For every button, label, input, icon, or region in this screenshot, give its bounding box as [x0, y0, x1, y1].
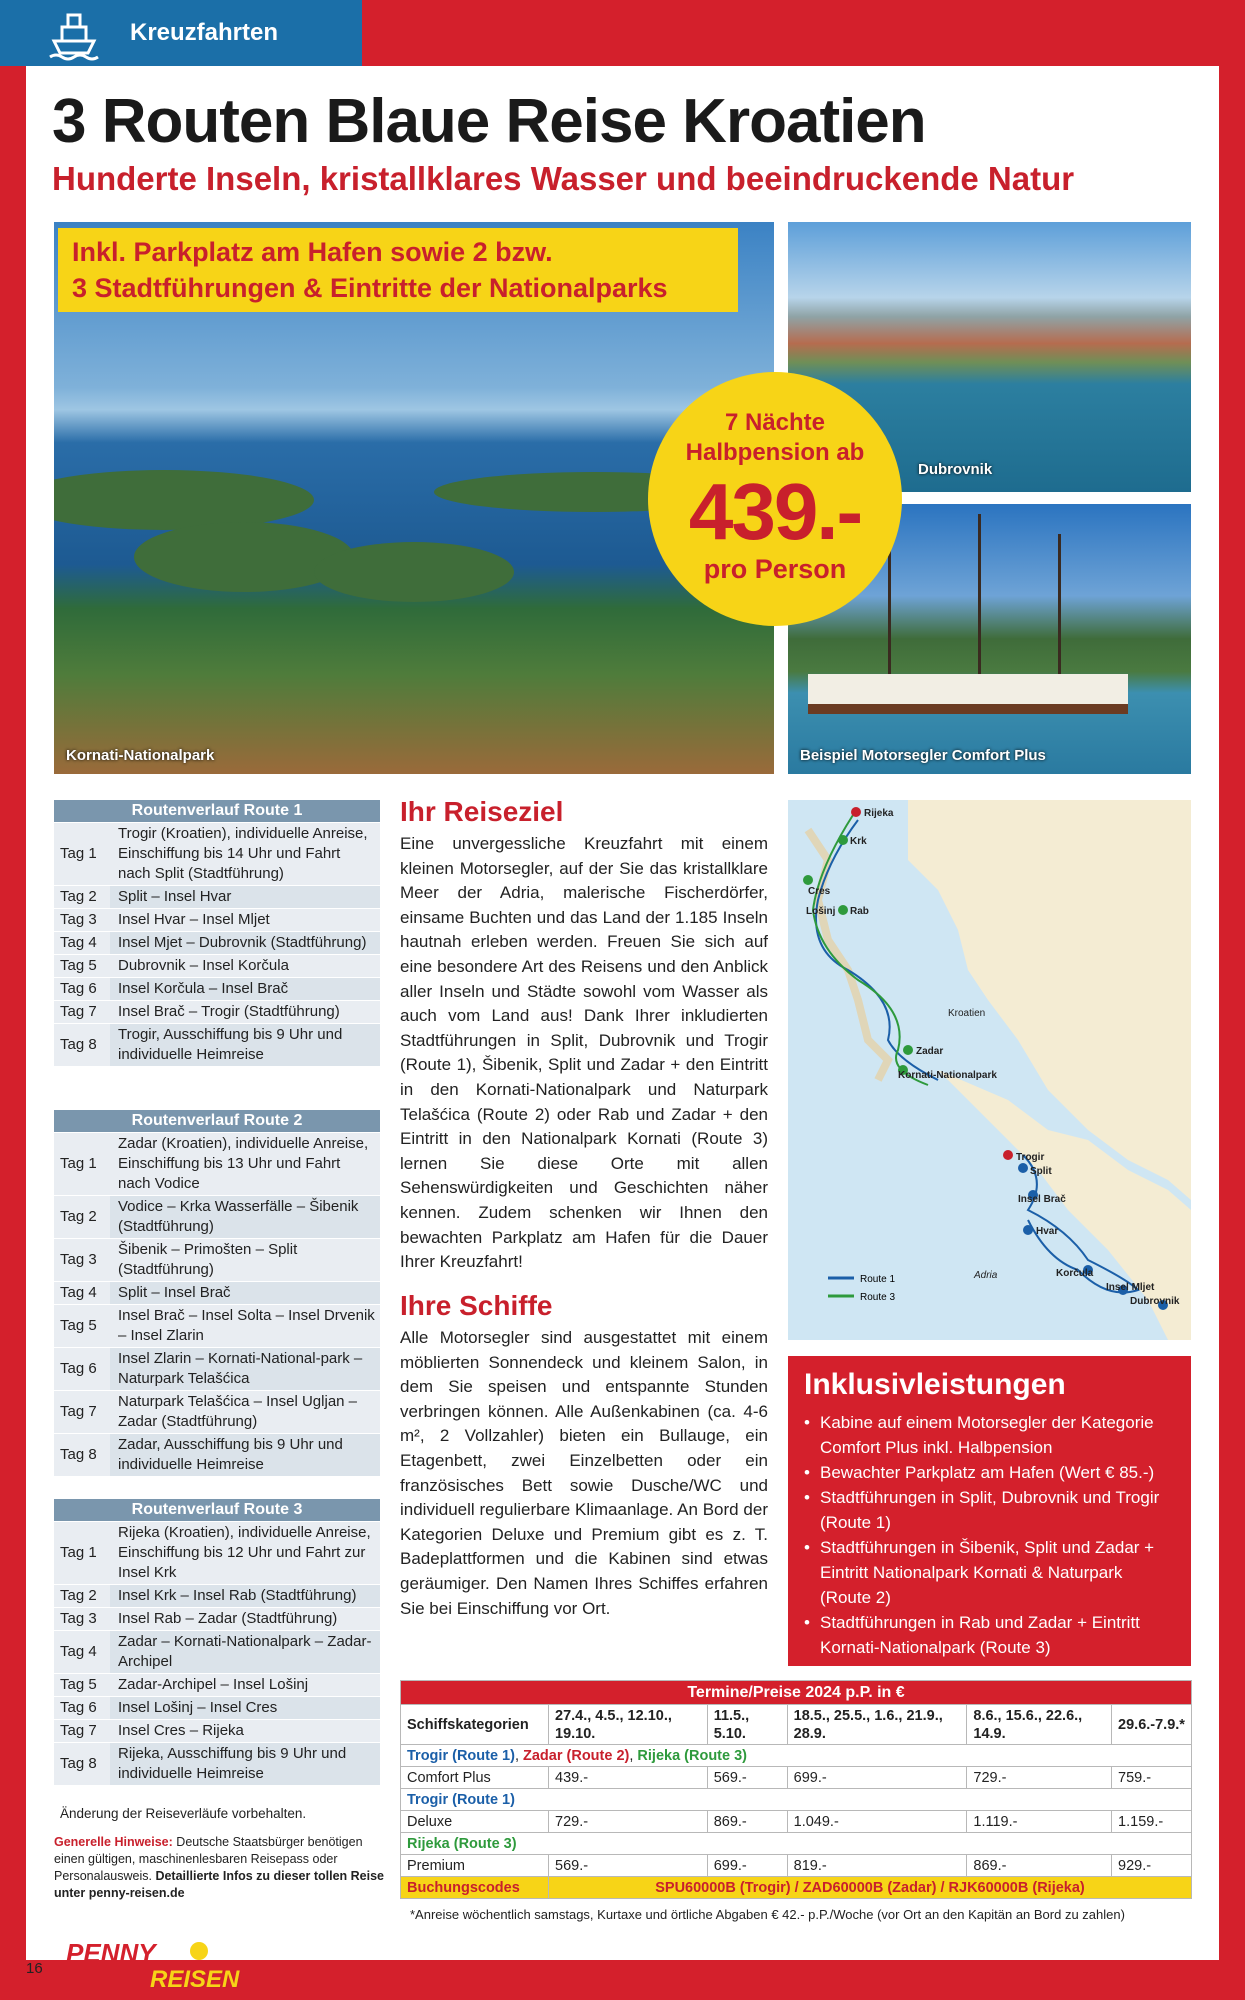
page-title: 3 Routen Blaue Reise Kroatien [52, 87, 926, 156]
price-cell: 869.- [707, 1811, 787, 1833]
route-row [54, 977, 380, 1000]
ship-mast [1058, 534, 1061, 684]
price-cell: 869.- [967, 1855, 1112, 1877]
route-day: Tag 8 [54, 1023, 110, 1066]
price-cell: 439.- [549, 1767, 708, 1789]
general-note [54, 1834, 384, 1902]
price-cell: 1.159.- [1112, 1811, 1192, 1833]
route-table-title: Routenverlauf Route 2 [54, 1110, 380, 1132]
route-desc: Insel Korčula – Insel Brač [110, 977, 380, 1000]
route-day: Tag 6 [54, 1696, 110, 1719]
route-day: Tag 6 [54, 977, 110, 1000]
map-label: Cres [808, 886, 831, 897]
map-label: Rab [850, 906, 869, 917]
map-label: Korčula [1056, 1268, 1094, 1279]
route-row [54, 1390, 380, 1433]
ship-hull [808, 674, 1128, 714]
booking-codes: SPU60000B (Trogir) / ZAD60000B (Zadar) / RJK60000B (Rijeka) [549, 1877, 1192, 1899]
route-table-title: Routenverlauf Route 3 [54, 1499, 380, 1521]
general-note-link[interactable]: Detaillierte Infos zu dieser tollen Reise unter penny-reisen.de [54, 1869, 384, 1900]
price-col-label: Schiffskategorien [401, 1705, 549, 1745]
route-table-1 [54, 800, 380, 1066]
route-row [54, 822, 380, 885]
route-row [54, 931, 380, 954]
route-day: Tag 4 [54, 931, 110, 954]
route-row [54, 1630, 380, 1673]
route-map-svg [788, 800, 1191, 1340]
route-day: Tag 1 [54, 822, 110, 885]
schiffe-text: Alle Motorsegler sind ausgestattet mit einem möblierten Sonnendeck und kleinem Salon, in dem Sie speisen und entspannte Stunden verbringen können. Alle Außenkabinen (ca. 4-6 m², 2 Vollzahler) bieten ein Bullauge, ein Etagenbett, zwei Einzelbetten oder ein französisches Bett sowie Dusche/WC und individuell regulierbare Klimaanlage. An Bord der Kategorien Deluxe und Premium gibt es z. T. Badeplattformen und die Kabinen sind etwas geräumiger. Den Namen Ihres Schiffes erfahren Sie bei Einschiffung vor Ort. [400, 1328, 768, 1618]
route-desc: Insel Brač – Trogir (Stadtführung) [110, 1000, 380, 1023]
route-row [54, 1132, 380, 1195]
route-label: Trogir (Route 1) [407, 1747, 515, 1764]
map-label: Kroatien [948, 1008, 986, 1019]
route-row [54, 1584, 380, 1607]
route-note: Änderung der Reiseverläufe vorbehalten. [60, 1806, 307, 1821]
route-row [54, 1304, 380, 1347]
route-day: Tag 6 [54, 1347, 110, 1390]
booking-codes-label: Buchungscodes [401, 1877, 549, 1899]
price-cell: 729.- [967, 1767, 1112, 1789]
inklusiv-item: • Stadtführungen in Rab und Zadar + Eintritt Kornati-Nationalpark (Route 3) [804, 1610, 1175, 1660]
reiseziel-text: Eine unvergessliche Kreuzfahrt mit einem kleinen Motorsegler, auf der Sie das kristallklare Meer der Adria, malerische Fischerdörfer, einsame Buchten und das Land der 1.185 Inseln hautnah erleben werden. Freuen Sie sich auf eine besondere Art des Reisens und den Anblick aller Inseln und Städte sowohl vom Wasser als auch vom Land aus! Dank Ihrer inkludierten Stadtführungen in Split, Dubrovnik und Trogir (Route 1), Šibenik, Split und Zadar + den Eintritt in den Kornati-Nationalpark und Naturpark Telašćica (Route 2) oder Rab und Zadar + den Eintritt in den Nationalpark Kornati (Route 3) lernen Sie diese Orte mit allen Sehenswürdigkeiten und Geschichten näher kennen. Zudem schenken wir Ihnen den bewachten Parkplatz am Hafen für die Dauer Ihrer Kreuzfahrt! [400, 834, 768, 1272]
map-label: Trogir [1016, 1152, 1045, 1163]
route-desc: Rijeka, Ausschiffung bis 9 Uhr und individuelle Heimreise [110, 1742, 380, 1785]
map-label: Lošinj [806, 906, 836, 917]
price-badge-nights: 7 Nächte [724, 409, 826, 436]
price-per-person: pro Person [703, 554, 847, 584]
route-label: Zadar (Route 2) [523, 1747, 630, 1764]
ship-icon [44, 3, 104, 63]
route-row [54, 908, 380, 931]
general-note-text: Deutsche Staatsbürger benötigen einen gültigen, maschinenlesbaren Reisepass oder Personalausweis. [54, 1835, 363, 1883]
route-day: Tag 7 [54, 1719, 110, 1742]
route-row [54, 1281, 380, 1304]
route-day: Tag 4 [54, 1281, 110, 1304]
route-desc: Insel Cres – Rijeka [110, 1719, 380, 1742]
price-group-row: Trogir (Route 1), Zadar (Route 2), Rijeka (Route 3) [401, 1745, 1192, 1767]
price-cell: 699.- [707, 1855, 787, 1877]
category-tab[interactable] [0, 0, 362, 66]
price-table-title: Termine/Preise 2024 p.P. in € [401, 1681, 1192, 1705]
schiffe-title: Ihre Schiffe [400, 1290, 553, 1321]
route-desc: Vodice – Krka Wasserfälle – Šibenik (Stadtführung) [110, 1195, 380, 1238]
route-day: Tag 5 [54, 1304, 110, 1347]
map-label: Zadar [916, 1046, 944, 1057]
route-desc: Zadar-Archipel – Insel Lošinj [110, 1673, 380, 1696]
map-label: Dubrovnik [1130, 1296, 1180, 1307]
route-day: Tag 3 [54, 1238, 110, 1281]
photo-caption: Dubrovnik [918, 461, 993, 478]
page-subtitle: Hunderte Inseln, kristallklares Wasser und beeindruckende Natur [52, 160, 1075, 197]
route-day: Tag 5 [54, 1673, 110, 1696]
route-desc: Trogir, Ausschiffung bis 9 Uhr und individuelle Heimreise [110, 1023, 380, 1066]
map-label: Hvar [1036, 1226, 1059, 1237]
price-date: 18.5., 25.5., 1.6., 21.9., 28.9. [787, 1705, 967, 1745]
inklusiv-item: • Bewachter Parkplatz am Hafen (Wert € 85.-) [804, 1460, 1175, 1485]
route-day: Tag 2 [54, 885, 110, 908]
route-row [54, 1433, 380, 1476]
map-label: Adria [974, 1270, 998, 1281]
route-desc: Insel Mjet – Dubrovnik (Stadtführung) [110, 931, 380, 954]
inklusivleistungen-box [788, 1356, 1191, 1666]
map-label: Kornati-Nationalpark [898, 1070, 997, 1081]
route-day: Tag 7 [54, 1390, 110, 1433]
legend-label: Route 1 [860, 1274, 896, 1285]
route-desc: Insel Lošinj – Insel Cres [110, 1696, 380, 1719]
price-cell: 569.- [707, 1767, 787, 1789]
map-label: Insel Mljet [1106, 1282, 1155, 1293]
route-desc: Zadar – Kornati-Nationalpark – Zadar-Archipel [110, 1630, 380, 1673]
category-label: Kreuzfahrten [130, 19, 279, 46]
price-badge-text [648, 408, 902, 468]
price-cell: 729.- [549, 1811, 708, 1833]
route-row [54, 1521, 380, 1584]
route-day: Tag 4 [54, 1630, 110, 1673]
route-day: Tag 8 [54, 1742, 110, 1785]
price-date: 27.4., 4.5., 12.10., 19.10. [549, 1705, 708, 1745]
route-desc: Insel Krk – Insel Rab (Stadtführung) [110, 1584, 380, 1607]
logo-penny: PENNY [66, 1938, 156, 1968]
route-desc: Zadar (Kroatien), individuelle Anreise, Einschiffung bis 13 Uhr und Fahrt nach Vodice [110, 1132, 380, 1195]
page-number: 16 [26, 1960, 43, 1977]
route-row [54, 1696, 380, 1719]
promo-line: Inkl. Parkplatz am Hafen sowie 2 bzw. [72, 237, 553, 267]
route-desc: Rijeka (Kroatien), individuelle Anreise, Einschiffung bis 12 Uhr und Fahrt zur Insel Krk [110, 1521, 380, 1584]
route-desc: Insel Brač – Insel Solta – Insel Drvenik – Insel Zlarin [110, 1304, 380, 1347]
route-table-2 [54, 1110, 380, 1476]
route-day: Tag 3 [54, 1607, 110, 1630]
price-cell: 929.- [1112, 1855, 1192, 1877]
inklusiv-item: • Stadtführungen in Šibenik, Split und Zadar + Eintritt Nationalpark Kornati & Naturpark (Route 2) [804, 1535, 1175, 1610]
price-cell: 569.- [549, 1855, 708, 1877]
route-row [54, 1238, 380, 1281]
legend-label: Route 3 [860, 1292, 896, 1303]
inklusivleistungen-title: Inklusivleistungen [804, 1368, 1066, 1401]
logo-reisen: REISEN [150, 1966, 240, 1993]
price-date: 29.6.-7.9.* [1112, 1705, 1192, 1745]
route-row [54, 1719, 380, 1742]
price-date: 11.5., 5.10. [707, 1705, 787, 1745]
price-cell: 819.- [787, 1855, 967, 1877]
reiseziel-title: Ihr Reiseziel [400, 796, 564, 827]
penny-reisen-logo[interactable] [66, 1938, 246, 1996]
price-cell: 699.- [787, 1767, 967, 1789]
route-table-3 [54, 1499, 380, 1785]
route-day: Tag 2 [54, 1195, 110, 1238]
promo-line: 3 Stadtführungen & Eintritte der Nationalparks [72, 273, 668, 303]
route-desc: Zadar, Ausschiffung bis 9 Uhr und individuelle Heimreise [110, 1433, 380, 1476]
map-label: Rijeka [864, 808, 894, 819]
price-category: Comfort Plus [401, 1767, 549, 1789]
route-row [54, 1347, 380, 1390]
route-desc: Insel Rab – Zadar (Stadtführung) [110, 1607, 380, 1630]
island-shape [314, 542, 514, 602]
island-shape [54, 470, 314, 530]
route-label: Rijeka (Route 3) [637, 1747, 748, 1764]
route-row [54, 885, 380, 908]
route-desc: Split – Insel Brač [110, 1281, 380, 1304]
map-label: Krk [850, 836, 867, 847]
route-row [54, 1742, 380, 1785]
route-day: Tag 5 [54, 954, 110, 977]
price-group-row: Trogir (Route 1) [401, 1789, 1192, 1811]
route-desc: Naturpark Telašćica – Insel Ugljan – Zadar (Stadtführung) [110, 1390, 380, 1433]
route-row [54, 1195, 380, 1238]
route-map [788, 800, 1191, 1340]
price-cell: 759.- [1112, 1767, 1192, 1789]
route-desc: Šibenik – Primošten – Split (Stadtführung) [110, 1238, 380, 1281]
price-badge-board: Halbpension ab [685, 439, 865, 466]
route-day: Tag 3 [54, 908, 110, 931]
price-category: Premium [401, 1855, 549, 1877]
map-label: Insel Brač [1018, 1194, 1066, 1205]
route-table-title: Routenverlauf Route 1 [54, 800, 380, 822]
route-desc: Trogir (Kroatien), individuelle Anreise, Einschiffung bis 14 Uhr und Fahrt nach Split (Stadtführung) [110, 822, 380, 885]
photo-caption: Beispiel Motorsegler Comfort Plus [800, 747, 1046, 764]
route-day: Tag 7 [54, 1000, 110, 1023]
route-day: Tag 8 [54, 1433, 110, 1476]
price-group-row: Rijeka (Route 3) [401, 1833, 1192, 1855]
photo-caption: Kornati-Nationalpark [66, 747, 215, 764]
price-cell: 1.049.- [787, 1811, 967, 1833]
inklusiv-item: • Kabine auf einem Motorsegler der Kategorie Comfort Plus inkl. Halbpension [804, 1410, 1175, 1460]
price-value: 439.- [688, 467, 862, 556]
ship-mast [978, 514, 981, 684]
route-desc: Insel Hvar – Insel Mljet [110, 908, 380, 931]
inklusiv-item: • Stadtführungen in Split, Dubrovnik und Trogir (Route 1) [804, 1485, 1175, 1535]
price-date: 8.6., 15.6., 22.6., 14.9. [967, 1705, 1112, 1745]
route-row [54, 1673, 380, 1696]
price-badge [648, 372, 902, 626]
route-day: Tag 1 [54, 1132, 110, 1195]
promo-banner [58, 228, 738, 312]
route-row [54, 1000, 380, 1023]
route-desc: Insel Zlarin – Kornati-National-park – Naturpark Telašćica [110, 1347, 380, 1390]
map-label: Split [1030, 1166, 1052, 1177]
general-note-label: Generelle Hinweise: [54, 1835, 173, 1849]
price-table [400, 1680, 1192, 1899]
route-day: Tag 2 [54, 1584, 110, 1607]
route-row [54, 954, 380, 977]
route-desc: Split – Insel Hvar [110, 885, 380, 908]
route-desc: Dubrovnik – Insel Korčula [110, 954, 380, 977]
route-day: Tag 1 [54, 1521, 110, 1584]
price-cell: 1.119.- [967, 1811, 1112, 1833]
price-category: Deluxe [401, 1811, 549, 1833]
logo-dot [190, 1942, 208, 1960]
route-row [54, 1023, 380, 1066]
route-row [54, 1607, 380, 1630]
price-footnote: *Anreise wöchentlich samstags, Kurtaxe und örtliche Abgaben € 42.- p.P./Woche (vor Ort an den Kapitän an Bord zu zahlen) [410, 1907, 1125, 1922]
